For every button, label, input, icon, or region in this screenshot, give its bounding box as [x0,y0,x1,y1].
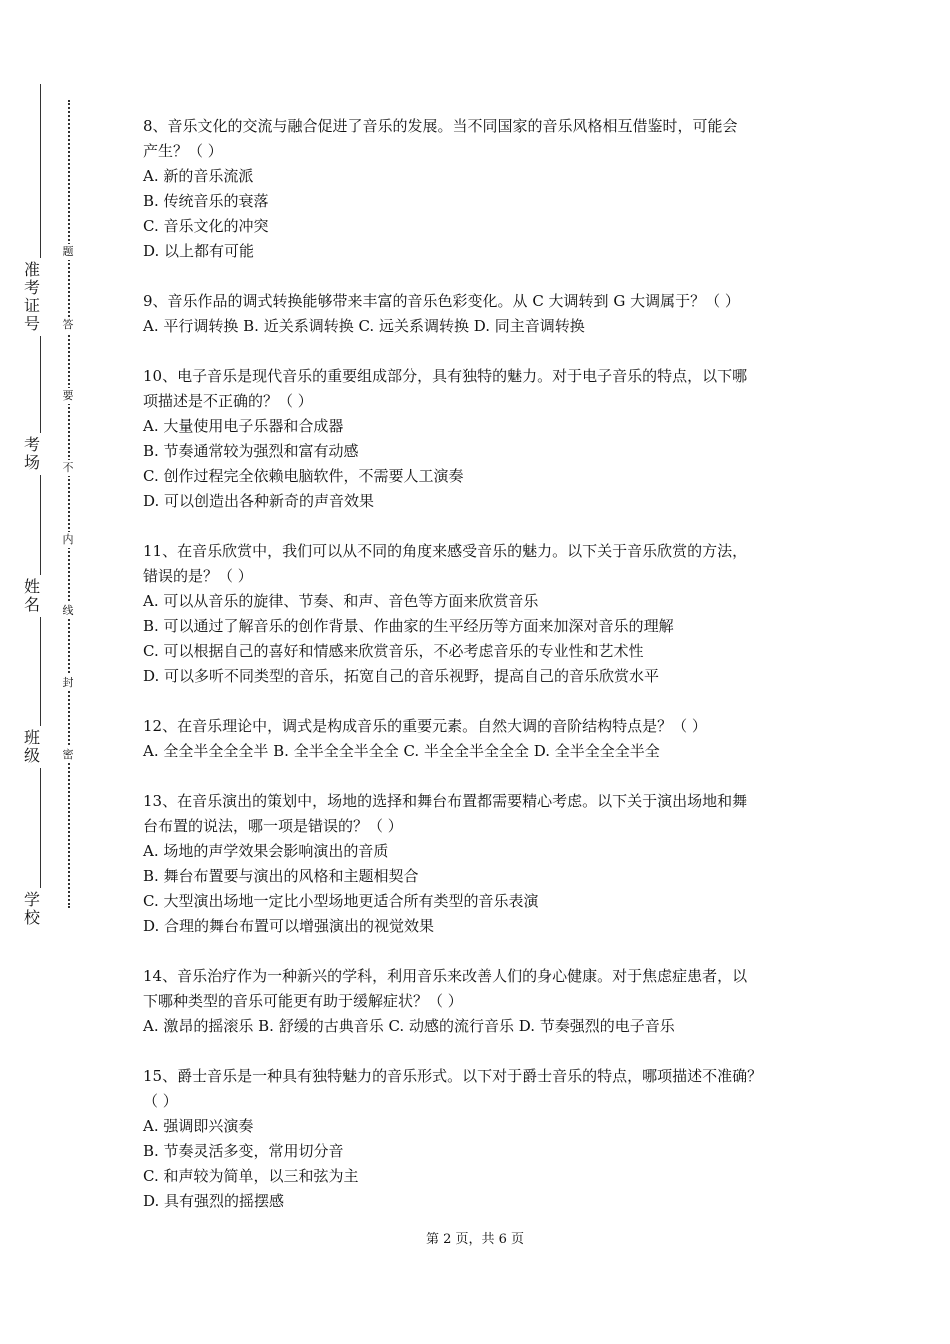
question-stem: 13、在音乐演出的策划中，场地的选择和舞台布置都需要精心考虑。以下关于演出场地和舞 [143,792,748,810]
school-label: 学校 [20,888,44,930]
options-inline: A. 平行调转换 B. 近关系调转换 C. 远关系调转换 D. 同主音调转换 [143,317,585,335]
option-c: C. 音乐文化的冲突 [143,217,269,235]
page-number: 第 2 页，共 6 页 [425,1232,525,1247]
admission-number-label: 准考证号 [20,258,44,336]
question-11 [143,539,823,689]
question-14 [143,964,823,1039]
seal-char: 内 [60,532,76,548]
binding-solid-line [40,84,41,930]
seal-char: 答 [60,317,76,333]
option-a: A. 强调即兴演奏 [143,1117,254,1135]
question-10 [143,364,823,514]
question-stem: 11、在音乐欣赏中，我们可以从不同的角度来感受音乐的魅力。以下关于音乐欣赏的方法， [143,542,748,560]
option-c: C. 和声较为简单，以三和弦为主 [143,1167,359,1185]
class-label: 班级 [20,726,44,768]
options-inline: A. 激昂的摇滚乐 B. 舒缓的古典音乐 C. 动感的流行音乐 D. 节奏强烈的电子音乐 [143,1017,675,1035]
question-stem: 15、爵士音乐是一种具有独特魅力的音乐形式。以下对于爵士音乐的特点，哪项描述不准确？ [143,1067,763,1085]
question-stem: 项描述是不正确的？（ ） [143,392,313,410]
seal-char: 不 [60,460,76,476]
question-list [143,114,823,1239]
question-stem: 错误的是？（ ） [143,567,253,585]
question-stem: 产生？（ ） [143,142,223,160]
question-9 [143,289,823,339]
question-stem: 台布置的说法，哪一项是错误的？（ ） [143,817,403,835]
question-stem: （ ） [143,1092,178,1110]
option-c: C. 可以根据自己的喜好和情感来欣赏音乐，不必考虑音乐的专业性和艺术性 [143,642,644,660]
question-8 [143,114,823,264]
option-b: B. 舞台布置要与演出的风格和主题相契合 [143,867,419,885]
option-b: B. 传统音乐的衰落 [143,192,269,210]
seal-char: 要 [60,388,76,404]
option-c: C. 大型演出场地一定比小型场地更适合所有类型的音乐表演 [143,892,539,910]
question-12 [143,714,823,764]
option-d: D. 可以多听不同类型的音乐，拓宽自己的音乐视野，提高自己的音乐欣赏水平 [143,667,660,685]
option-a: A. 大量使用电子乐器和合成器 [143,417,344,435]
seal-char: 线 [60,603,76,619]
question-stem: 9、音乐作品的调式转换能够带来丰富的音乐色彩变化。从 C 大调转到 G 大调属于？（ ） [143,292,740,310]
question-stem: 10、电子音乐是现代音乐的重要组成部分，具有独特的魅力。对于电子音乐的特点，以下哪 [143,367,748,385]
option-d: D. 合理的舞台布置可以增强演出的视觉效果 [143,917,435,935]
question-13 [143,789,823,939]
option-d: D. 具有强烈的摇摆感 [143,1192,285,1210]
options-inline: A. 全全半全全全半 B. 全半全全半全全 C. 半全全半全全全 D. 全半全全全半全 [143,742,660,760]
binding-margin [0,0,120,1344]
question-stem: 8、音乐文化的交流与融合促进了音乐的发展。当不同国家的音乐风格相互借鉴时，可能会 [143,117,738,135]
option-d: D. 可以创造出各种新奇的声音效果 [143,492,375,510]
seal-dotted-line [68,100,70,908]
option-a: A. 可以从音乐的旋律、节奏、和声、音色等方面来欣赏音乐 [143,592,539,610]
option-a: A. 新的音乐流派 [143,167,254,185]
option-b: B. 节奏灵活多变，常用切分音 [143,1142,344,1160]
option-b: B. 节奏通常较为强烈和富有动感 [143,442,359,460]
question-stem: 14、音乐治疗作为一种新兴的学科，利用音乐来改善人们的身心健康。对于焦虑症患者，以 [143,967,748,985]
exam-room-label: 考场 [20,433,44,475]
seal-char: 密 [60,747,76,763]
question-15 [143,1064,823,1214]
seal-char: 题 [60,244,76,260]
question-stem: 下哪种类型的音乐可能更有助于缓解症状？（ ） [143,992,463,1010]
option-a: A. 场地的声学效果会影响演出的音质 [143,842,389,860]
question-stem: 12、在音乐理论中，调式是构成音乐的重要元素。自然大调的音阶结构特点是？（ ） [143,717,707,735]
name-label: 姓名 [20,575,44,617]
option-b: B. 可以通过了解音乐的创作背景、作曲家的生平经历等方面来加深对音乐的理解 [143,617,674,635]
seal-char: 封 [60,675,76,691]
option-d: D. 以上都有可能 [143,242,255,260]
option-c: C. 创作过程完全依赖电脑软件，不需要人工演奏 [143,467,464,485]
